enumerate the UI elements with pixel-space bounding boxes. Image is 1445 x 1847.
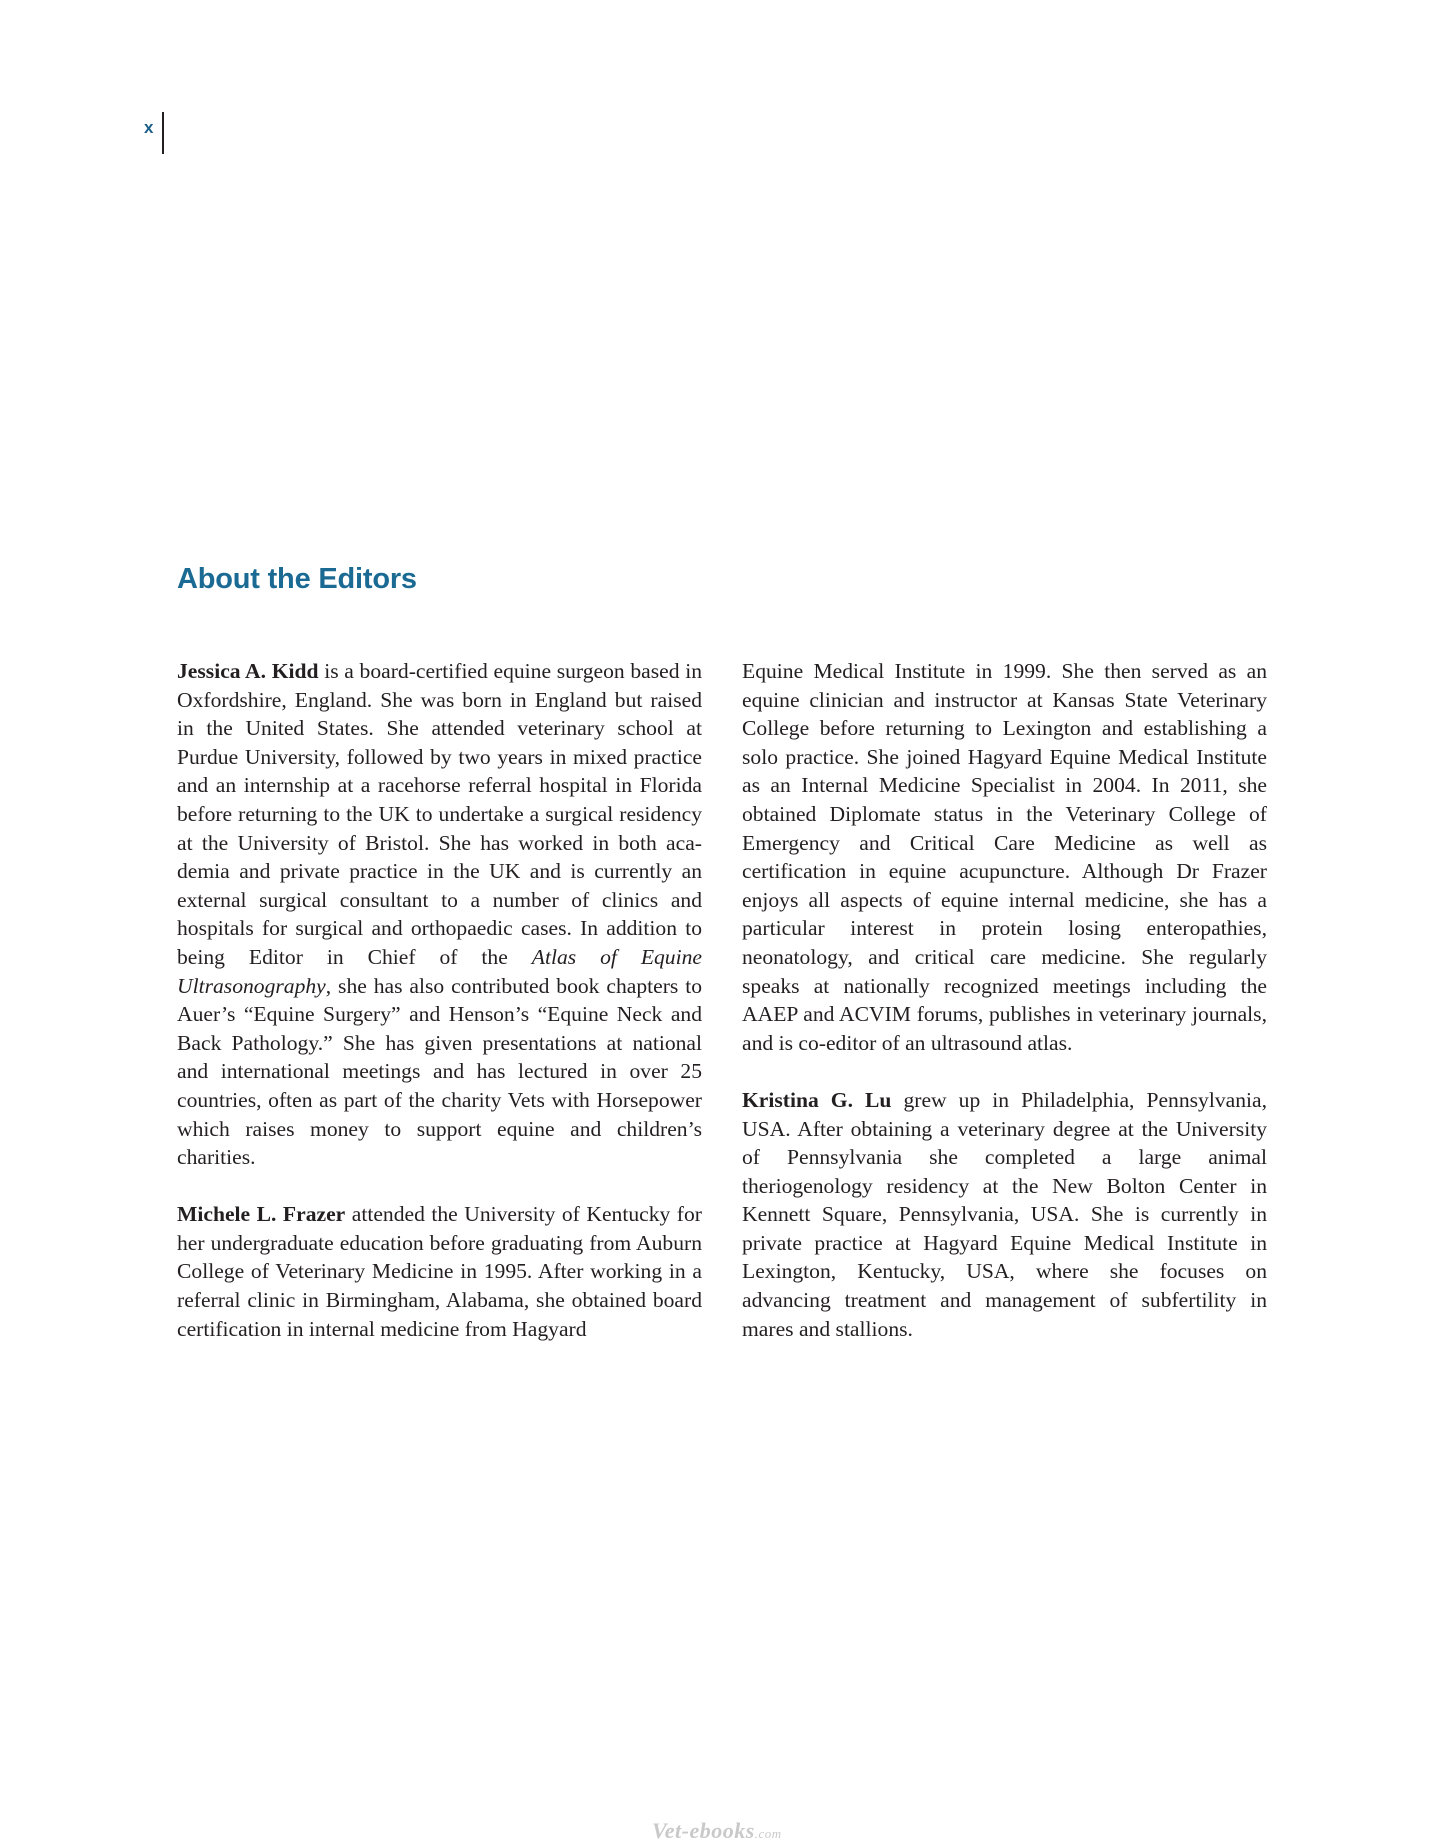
bio-name-kidd: Jessica A. Kidd [177,659,319,683]
bio-lu [742,1086,1267,1343]
bio-frazer [177,1200,702,1343]
bio-text-lu: grew up in Philadelphia, Pennsylvania, USA. After obtaining a veterinary degree at the University of Pennsylvania she completed a large animal theriogenology residency at the New Bolton Center in Kennett Square, Pennsylvania, USA. She is currently in private practice at Hagyard Equine Medical Institute in Lexington, Kentucky, USA, where she focuses on advancing treatment and management of subfertility in mares and stallions. [742,1087,1267,1341]
section-heading: About the Editors [177,563,417,595]
bio-text-frazer-right: Equine Medical Institute in 1999. She then served as an equine clinician and instructor at Kansas State Veterinary College before returning to Lexington and establishing a solo practice. She joined Hagyard Equine Medical Institute as an Internal Medicine Specialist in 2004. In 2011, she obtained Diplomate status in the Veterinary College of Emergency and Critical Care Medicine as well as certification in equine acupuncture. Although Dr Frazer enjoys all aspects of equine internal medicine, she has a particular interest in protein losing enteropathies, neonatology, and critical care medicine. She regularly speaks at nationally recognized meetings including the AAEP and ACVIM forums, publishes in veterinary journals, and is co-editor of an ultrasound atlas. [742,659,1267,1055]
left-column [177,657,702,1372]
page-number: x [144,118,154,137]
bio-name-lu: Kristina G. Lu [742,1087,892,1112]
bio-text-kidd-2: , she has also contributed book chapters to Auer’s “Equine Surgery” and Henson’s “Equine Neck and Back Pathology.” She has given presentations at national and international meetings and has lectured in over 25 countries, often as part of the charity Vets with Horsepower which raises money to support equine and children’s charities. [177,973,702,1170]
bio-text-frazer-left: attended the University of Kentucky for her undergraduate education before graduating from Auburn College of Veterinary Medicine in 1995. After working in a referral clinic in Birmingham, Alabama, she obtained board certification in internal medicine from Hagyard [177,1202,702,1341]
page-number-rule [162,112,164,154]
bio-frazer-continued [742,657,1267,1057]
watermark-main: Vet-ebooks [652,1818,755,1843]
book-title: Atlas of Equine Ultrasonography [177,944,702,998]
bio-kidd [177,657,702,1172]
right-column [742,657,1267,1372]
bio-text-kidd-1: is a board-certified equine surgeon based in Oxfordshire, England. She was born in England but raised in the United States. She attended veterinary school at Purdue University, followed by two years in mixed practice and an internship at a racehorse referral hospital in Florida before returning to the UK to undertake a surgical residency at the University of Bristol. She has worked in both academia and private practice in the UK and is currently an external surgical consultant to a number of clinics and hospitals for surgical and orthopaedic cases. In addition to being Editor in Chief of the [177,659,702,969]
bio-name-frazer: Michele L. Frazer [177,1202,346,1227]
watermark-logo [652,1818,782,1844]
watermark-suffix: .com [754,1826,782,1841]
